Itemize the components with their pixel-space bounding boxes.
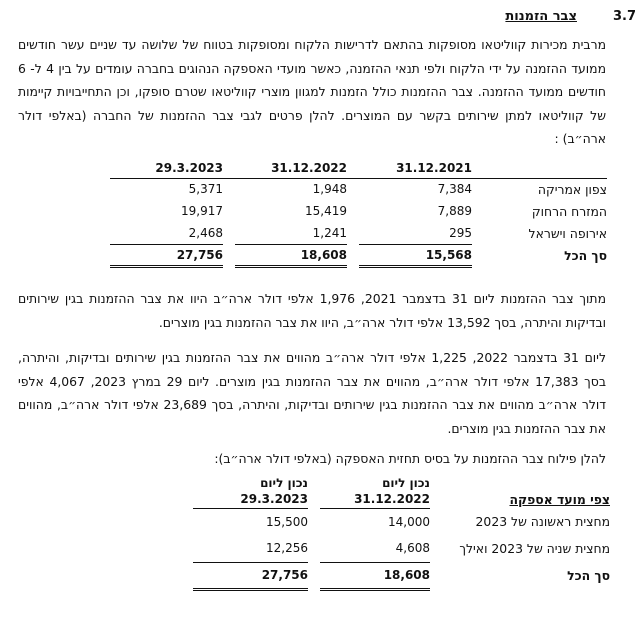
total-value: 27,756: [110, 244, 223, 266]
delivery-column-header: צפי מועד אספקה: [509, 492, 610, 507]
cell-value: 7,384: [437, 182, 472, 197]
table-header-row: [193, 491, 610, 508]
forecast-intro-paragraph: להלן פילוח צבר ההזמנות על בסיס תחזית האספקה (באלפי דולר ארה״ב):: [214, 451, 606, 466]
row-label: המזרח הרחוק: [531, 203, 607, 219]
column-header-line1: נכון ליום: [260, 475, 308, 490]
column-header-2023: 29.3.2023: [110, 158, 223, 178]
total-label: סך הכל: [564, 247, 607, 263]
table-row: [110, 178, 607, 200]
cell-value: 4,608: [395, 541, 430, 556]
backlog-by-region-table: [110, 158, 607, 268]
column-header-date: 29.3.2023: [193, 491, 308, 508]
table-row: [193, 508, 610, 535]
table-header-row: [193, 474, 610, 491]
cell-value: 12,256: [266, 541, 308, 556]
cell-value: 19,917: [181, 204, 223, 218]
row-label: מחצית ראשונה של 2023: [475, 514, 610, 529]
total-label: סך הכל: [567, 568, 610, 583]
column-header-line1: נכון ליום: [382, 475, 430, 490]
cell-value: 5,371: [188, 182, 223, 197]
cell-value: 7,889: [437, 204, 472, 218]
column-header-date: 31.12.2022: [320, 491, 430, 508]
row-label: אירופה וישראל: [528, 225, 607, 241]
column-header-2022: 31.12.2022: [235, 158, 347, 178]
intro-paragraph: מרבית מכירות קווליטאו מסופקות בהתאם לדרישות הלקוח ומסופקות בטווח של שלושה עד שניים עשר חודשים ממועד ההזמנה על ידי הלקוח ולפי תנאי ההזמנה, כאשר מועדי האספקה הנהוגים בחברה עומדים על בין 4 ל- 6 חודשים ממועד ההזמנה. צבר ההזמנות כולל הזמנות למגוון מוצרי קווליטאו שטרם סופקו, וכן התחייבויות קיימות של קווליטאו למתן שירותים בקשר עם המוצרים. להלן פרטים לגבי צבר ההזמנות של החברה (באלפי דולר ארה״ב) :: [18, 37, 607, 146]
dec-2021-paragraph: מתוך צבר ההזמנות ליום 31 בדצמבר 2021, 1,976 אלפי דולר ארה״ב היוו את צבר ההזמנות בגין שירותים ובדיקות והיתרה, בסך 13,592 אלפי דולר ארה״ב, היוו את צבר ההזמנות בגין מוצרים.: [18, 291, 606, 330]
dec-2022-paragraph: ליום 31 בדצמבר 2022, 1,225 אלפי דולר ארה״ב מהווים את צבר ההזמנות בגין שירותים ובדיקות, והיתרה, בסך 17,383 אלפי דולר ארה״ב, מהווים את צבר ההזמנות בגין מוצרים. ליום 29 במרץ 2023, 4,067 אלפי דולר ארה״ב מהווים את צבר ההזמנות בגין שירותים ובדיקות, והיתרה, בסך 23,689 אלפי דולר ארה״ב, מהווים את צבר ההזמנות בגין מוצרים.: [18, 350, 606, 436]
cell-value: 1,241: [312, 225, 347, 240]
table-row: [193, 535, 610, 562]
cell-value: 2,468: [188, 225, 223, 240]
total-row: [193, 562, 610, 589]
table-row: [110, 200, 607, 222]
cell-value: 15,419: [305, 204, 347, 218]
total-row: [110, 244, 607, 266]
cell-value: 1,948: [312, 182, 347, 197]
section-number: 3.7: [612, 9, 636, 24]
table-header-row: [110, 158, 607, 178]
total-value: 27,756: [193, 562, 308, 589]
cell-value: 14,000: [388, 514, 430, 529]
cell-value: 15,500: [266, 514, 308, 529]
total-value: 15,568: [359, 244, 472, 266]
row-label: מחצית שניה של 2023 ואילך: [459, 541, 610, 556]
row-label: צפון אמריקה: [537, 181, 607, 197]
section-header: [505, 9, 636, 24]
column-header-2021: 31.12.2021: [359, 158, 472, 178]
section-title: צבר הזמנות: [505, 9, 577, 24]
backlog-by-delivery-table: [193, 474, 610, 591]
cell-value: 295: [449, 225, 472, 240]
total-value: 18,608: [320, 562, 430, 589]
table-row: [110, 222, 607, 244]
total-value: 18,608: [235, 244, 347, 266]
